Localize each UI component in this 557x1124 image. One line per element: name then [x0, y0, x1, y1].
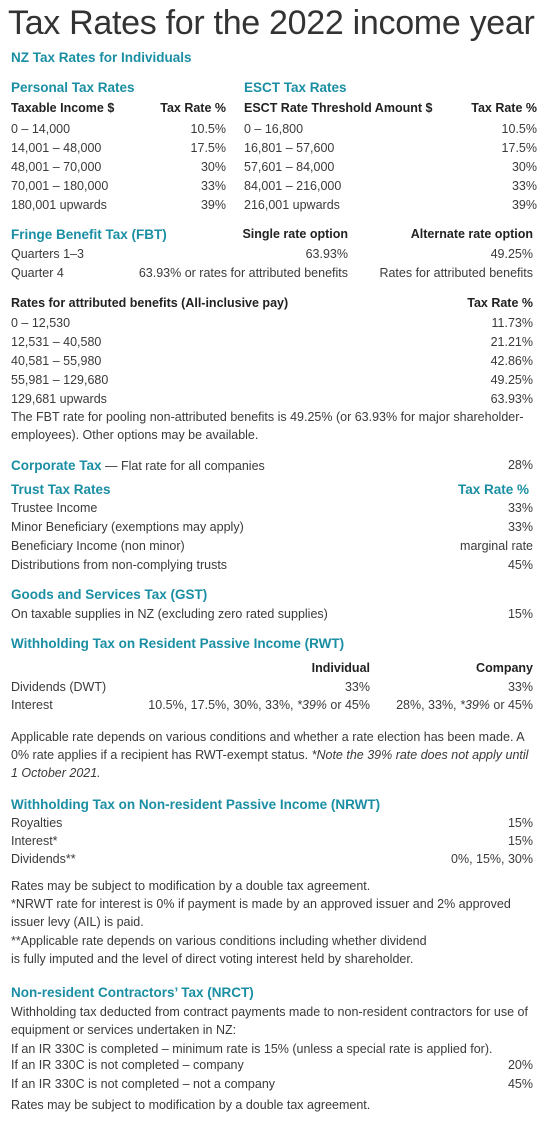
- nrwt-note-2: *NRWT rate for interest is 0% if payment is made by an approved issuer and 2% approved issuer levy (AIL) is paid.: [11, 897, 511, 929]
- table-row-label: 57,601 – 84,000: [244, 160, 335, 174]
- fbt-col-alt: Alternate rate option: [410, 227, 533, 241]
- table-row-value: 33%: [507, 680, 533, 694]
- trust-col-rate: Tax Rate %: [457, 482, 529, 497]
- table-row-label: Distributions from non-complying trusts: [11, 558, 228, 572]
- table-row-label: If an IR 330C is not completed – company: [11, 1058, 244, 1072]
- corporate-desc: — Flat rate for all companies: [101, 459, 265, 473]
- table-row-value: 10.5%: [501, 122, 537, 136]
- table-row-value: 49.25%: [490, 373, 533, 387]
- table-row-value: 30%: [511, 160, 537, 174]
- rwt-note: [11, 728, 536, 782]
- table-row-value: 20%: [507, 1058, 533, 1072]
- table-row-label: 84,001 – 216,000: [244, 179, 342, 193]
- table-row-label: 12,531 – 40,580: [11, 335, 102, 349]
- attributed-heading: Rates for attributed benefits (All-inclusive pay): [11, 296, 289, 310]
- table-row: [11, 1058, 533, 1076]
- table-row-label: Dividends (DWT): [11, 680, 107, 694]
- rate-text: 28%, 33%,: [396, 698, 461, 712]
- rwt-interest-company: [396, 698, 533, 712]
- table-row-value: 15%: [507, 834, 533, 848]
- table-row-label: 129,681 upwards: [11, 392, 107, 406]
- table-row-value: 45%: [507, 558, 533, 572]
- rate-text: 10.5%, 17.5%, 30%, 33%,: [148, 698, 298, 712]
- rate-text-italic: *39%: [297, 698, 327, 712]
- table-row-label: 40,581 – 55,980: [11, 354, 102, 368]
- fbt-pooling-note: The FBT rate for pooling non-attributed benefits is 49.25% (or 63.93% for major shareholder-employees). Other options may be available.: [11, 410, 524, 442]
- table-row-value: 17.5%: [501, 141, 537, 155]
- trust-heading: Trust Tax Rates: [11, 482, 111, 497]
- table-row-value: 63.93%: [305, 247, 348, 261]
- table-row-label: 180,001 upwards: [11, 198, 107, 212]
- rwt-note-italic: *Note the 39% rate does not apply until 1 October 2021.: [11, 748, 529, 780]
- table-row-value: 63.93%: [490, 392, 533, 406]
- table-row-label: 70,001 – 180,000: [11, 179, 109, 193]
- rwt-interest-individual: [148, 698, 370, 712]
- fbt-table: [11, 227, 533, 287]
- table-row-value: 21.21%: [490, 335, 533, 349]
- nrct-heading: Non-resident Contractors’ Tax (NRCT): [11, 985, 254, 1000]
- personal-col-income: Taxable Income $: [11, 101, 115, 115]
- table-row-label: Beneficiary Income (non minor): [11, 539, 185, 553]
- corporate-rate: 28%: [507, 458, 533, 472]
- table-row-value: 39%: [200, 198, 226, 212]
- table-row-value: marginal rate: [460, 539, 533, 553]
- table-row-value: 49.25%: [490, 247, 533, 261]
- table-row-value: 39%: [511, 198, 537, 212]
- table-row-value: 33%: [344, 680, 370, 694]
- table-row-label: 14,001 – 48,000: [11, 141, 102, 155]
- table-row-label: Interest*: [11, 834, 58, 848]
- table-row-label: 0 – 16,800: [244, 122, 304, 136]
- table-row-value: 0%, 15%, 30%: [451, 852, 533, 866]
- nrwt-heading: Withholding Tax on Non-resident Passive Income (NRWT): [11, 797, 381, 812]
- rwt-col-company: Company: [476, 661, 533, 675]
- table-row-value: 42.86%: [490, 354, 533, 368]
- nz-individuals-heading: NZ Tax Rates for Individuals: [11, 50, 192, 65]
- nrwt-note-3: **Applicable rate depends on various conditions including whether dividend: [11, 934, 427, 948]
- table-row-value: 11.73%: [491, 316, 533, 330]
- rate-text: or 45%: [326, 698, 370, 712]
- table-row-value: 30%: [200, 160, 226, 174]
- table-row-value: 63.93% or rates for attributed benefits: [138, 266, 348, 280]
- personal-tax-heading: Personal Tax Rates: [11, 80, 135, 95]
- table-row-value: 45%: [507, 1077, 533, 1091]
- esct-col-threshold: ESCT Rate Threshold Amount $: [244, 101, 433, 115]
- table-row-value: 33%: [200, 179, 226, 193]
- page-title: Tax Rates for the 2022 income year: [8, 4, 535, 42]
- nrwt-note-1: Rates may be subject to modification by a double tax agreement.: [11, 879, 371, 893]
- table-row-value: 10.5%: [190, 122, 226, 136]
- table-row-label: Trustee Income: [11, 501, 98, 515]
- table-row-label: If an IR 330C is not completed – not a company: [11, 1077, 276, 1091]
- table-row-value: 15%: [507, 816, 533, 830]
- gst-heading: Goods and Services Tax (GST): [11, 587, 208, 602]
- nrct-footer: Rates may be subject to modification by a double tax agreement.: [11, 1098, 371, 1112]
- nrwt-table: [11, 797, 533, 877]
- rate-text: or 45%: [489, 698, 533, 712]
- table-row-label: 216,001 upwards: [244, 198, 340, 212]
- table-row-value: 33%: [507, 501, 533, 515]
- table-row-label: 55,981 – 129,680: [11, 373, 109, 387]
- rwt-col-individual: Individual: [311, 661, 370, 675]
- fbt-heading: Fringe Benefit Tax (FBT): [11, 227, 167, 242]
- rwt-note-text: Applicable rate depends on various conditions and whether a rate election has been made. A 0% rate applies if a recipient has RWT-exempt status.: [11, 730, 524, 762]
- table-row-label: Minor Beneficiary (exemptions may apply): [11, 520, 244, 534]
- esct-heading: ESCT Tax Rates: [244, 80, 347, 95]
- nrwt-note-4: is fully imputed and the level of direct voting interest held by shareholder.: [11, 952, 414, 966]
- table-row-value: Rates for attributed benefits: [379, 266, 533, 280]
- table-row-label: Quarter 4: [11, 266, 64, 280]
- nrct-line-1: If an IR 330C is completed – minimum rate is 15% (unless a special rate is applied for).: [11, 1042, 493, 1056]
- esct-tax-table: [244, 80, 537, 220]
- trust-tax-table: [11, 482, 533, 578]
- gst-table: [11, 587, 533, 627]
- corporate-tax-row: [11, 458, 533, 476]
- table-row: [11, 1077, 533, 1095]
- table-row-label: Royalties: [11, 816, 63, 830]
- table-row-value: 17.5%: [190, 141, 226, 155]
- corporate-heading: Corporate Tax: [11, 458, 102, 473]
- table-row-value: 33%: [507, 520, 533, 534]
- personal-col-rate: Tax Rate %: [160, 101, 226, 115]
- nrct-intro: Withholding tax deducted from contract payments made to non-resident contractors for use of equipment or services undertaken in NZ:: [11, 1005, 528, 1037]
- table-row-label: 16,801 – 57,600: [244, 141, 335, 155]
- attributed-benefits-table: [11, 296, 533, 408]
- rate-text-italic: *39%: [460, 698, 490, 712]
- attributed-col-rate: Tax Rate %: [467, 296, 533, 310]
- table-row-value: 15%: [507, 607, 533, 621]
- esct-col-rate: Tax Rate %: [471, 101, 537, 115]
- table-row-label: 0 – 14,000: [11, 122, 71, 136]
- fbt-col-single: Single rate option: [242, 227, 348, 241]
- table-row-label: Quarters 1–3: [11, 247, 84, 261]
- table-row-label: On taxable supplies in NZ (excluding zero rated supplies): [11, 607, 328, 621]
- table-row-label: Dividends**: [11, 852, 76, 866]
- personal-tax-table: [11, 80, 226, 220]
- rwt-heading: Withholding Tax on Resident Passive Income (RWT): [11, 636, 345, 651]
- table-row-label: 0 – 12,530: [11, 316, 71, 330]
- rwt-table: [11, 636, 533, 716]
- table-row-label: Interest: [11, 698, 53, 712]
- table-row-value: 33%: [511, 179, 537, 193]
- table-row-label: 48,001 – 70,000: [11, 160, 102, 174]
